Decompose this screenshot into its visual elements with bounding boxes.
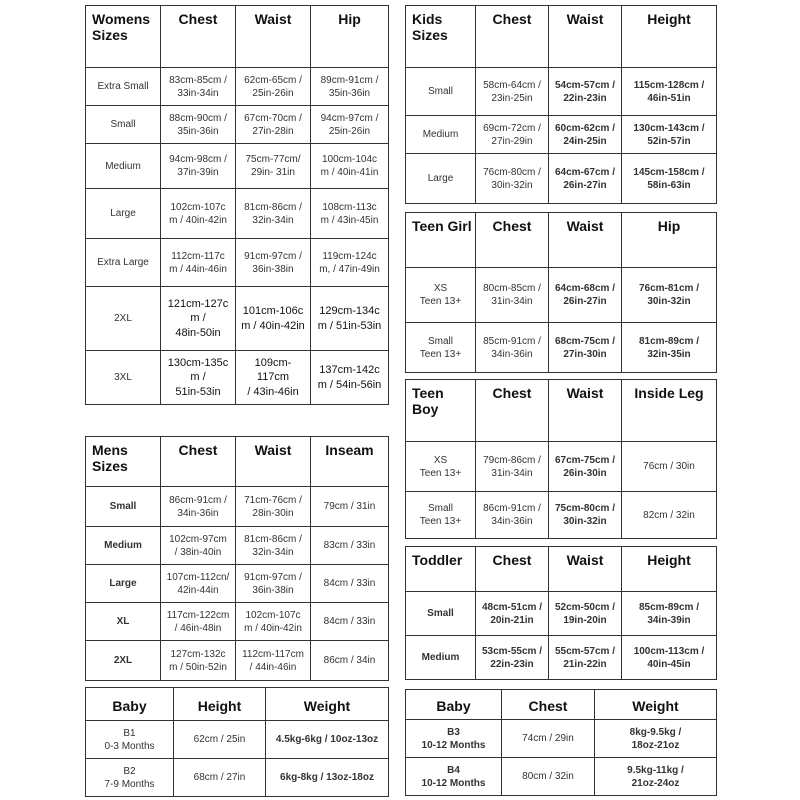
measurement-cell: 130cm-135c m / 51in-53in [161, 351, 236, 405]
measurement-cell: 137cm-142c m / 54in-56in [311, 351, 389, 405]
measurement-cell: 86cm / 34in [311, 641, 389, 681]
size-label-cell: Small [86, 487, 161, 527]
measurement-cell: 84cm / 33in [311, 603, 389, 641]
measurement-cell: 54cm-57cm / 22in-23in [549, 68, 622, 116]
table-row [86, 106, 389, 144]
measurement-cell: 60cm-62cm / 24in-25in [549, 116, 622, 154]
measurement-cell: 109cm-117cm / 43in-46in [236, 351, 311, 405]
header-cell: Hip [311, 6, 389, 68]
measurement-cell: 79cm-86cm / 31in-34in [476, 442, 549, 492]
measurement-cell: 86cm-91cm / 34in-36in [161, 487, 236, 527]
header-cell: Chest [476, 380, 549, 442]
measurement-cell: 76cm / 30in [622, 442, 717, 492]
measurement-cell: 89cm-91cm / 35in-36in [311, 68, 389, 106]
teen-girl-size-table [405, 212, 717, 373]
header-cell: Inside Leg [622, 380, 717, 442]
header-cell: Teen Girl [406, 213, 476, 268]
measurement-cell: 85cm-89cm / 34in-39in [622, 592, 717, 636]
measurement-cell: 85cm-91cm / 34in-36in [476, 323, 549, 373]
header-cell: Womens Sizes [86, 6, 161, 68]
measurement-cell: 4.5kg-6kg / 10oz-13oz [266, 721, 389, 759]
table-row [406, 268, 717, 323]
measurement-cell: 81cm-86cm / 32in-34in [236, 189, 311, 239]
kids-size-table [405, 5, 717, 204]
measurement-cell: 80cm / 32in [502, 758, 595, 796]
size-label-cell: XL [86, 603, 161, 641]
size-label-cell: Medium [86, 144, 161, 189]
header-cell: Waist [549, 380, 622, 442]
measurement-cell: 75cm-77cm/ 29in- 31in [236, 144, 311, 189]
header-cell: Inseam [311, 437, 389, 487]
womens-size-table [85, 5, 389, 405]
table-row [406, 323, 717, 373]
measurement-cell: 76cm-81cm / 30in-32in [622, 268, 717, 323]
measurement-cell: 117cm-122cm / 46in-48in [161, 603, 236, 641]
header-cell: Teen Boy [406, 380, 476, 442]
size-label-cell: XS Teen 13+ [406, 268, 476, 323]
measurement-cell: 64cm-68cm / 26in-27in [549, 268, 622, 323]
measurement-cell: 64cm-67cm / 26in-27in [549, 154, 622, 204]
measurement-cell: 94cm-97cm / 25in-26in [311, 106, 389, 144]
header-cell: Chest [476, 213, 549, 268]
measurement-cell: 127cm-132c m / 50in-52in [161, 641, 236, 681]
table-row [86, 487, 389, 527]
mens-size-table [85, 436, 389, 681]
size-label-cell: B1 0-3 Months [86, 721, 174, 759]
size-label-cell: Small Teen 13+ [406, 492, 476, 539]
measurement-cell: 6kg-8kg / 13oz-18oz [266, 759, 389, 797]
header-cell: Waist [236, 6, 311, 68]
table-row [86, 351, 389, 405]
table-row [406, 116, 717, 154]
measurement-cell: 53cm-55cm / 22in-23in [476, 636, 549, 680]
measurement-cell: 100cm-113cm / 40in-45in [622, 636, 717, 680]
measurement-cell: 81cm-89cm / 32in-35in [622, 323, 717, 373]
table-row [86, 527, 389, 565]
baby-size-table-right [405, 689, 717, 796]
header-cell: Toddler [406, 547, 476, 592]
baby-size-table-left [85, 687, 389, 797]
measurement-cell: 86cm-91cm / 34in-36in [476, 492, 549, 539]
measurement-cell: 76cm-80cm / 30in-32in [476, 154, 549, 204]
table-row [86, 239, 389, 287]
measurement-cell: 82cm / 32in [622, 492, 717, 539]
measurement-cell: 48cm-51cm / 20in-21in [476, 592, 549, 636]
measurement-cell: 91cm-97cm / 36in-38in [236, 565, 311, 603]
size-label-cell: Large [406, 154, 476, 204]
measurement-cell: 102cm-97cm / 38in-40in [161, 527, 236, 565]
header-cell: Kids Sizes [406, 6, 476, 68]
measurement-cell: 67cm-75cm / 26in-30in [549, 442, 622, 492]
measurement-cell: 112cm-117c m / 44in-46in [161, 239, 236, 287]
size-label-cell: B4 10-12 Months [406, 758, 502, 796]
measurement-cell: 74cm / 29in [502, 720, 595, 758]
measurement-cell: 58cm-64cm / 23in-25in [476, 68, 549, 116]
header-cell: Weight [595, 690, 717, 720]
header-cell: Baby [406, 690, 502, 720]
size-label-cell: B2 7-9 Months [86, 759, 174, 797]
size-label-cell: 2XL [86, 641, 161, 681]
measurement-cell: 145cm-158cm / 58in-63in [622, 154, 717, 204]
measurement-cell: 55cm-57cm / 21in-22in [549, 636, 622, 680]
measurement-cell: 81cm-86cm / 32in-34in [236, 527, 311, 565]
header-cell: Chest [161, 6, 236, 68]
size-label-cell: Extra Small [86, 68, 161, 106]
size-label-cell: Large [86, 565, 161, 603]
teen-boy-size-table [405, 379, 717, 539]
measurement-cell: 83cm-85cm / 33in-34in [161, 68, 236, 106]
table-row [86, 565, 389, 603]
table-row [406, 154, 717, 204]
measurement-cell: 107cm-112cn/ 42in-44in [161, 565, 236, 603]
header-cell: Chest [161, 437, 236, 487]
table-row [86, 189, 389, 239]
size-label-cell: Large [86, 189, 161, 239]
table-row [406, 492, 717, 539]
measurement-cell: 88cm-90cm / 35in-36in [161, 106, 236, 144]
measurement-cell: 68cm / 27in [174, 759, 266, 797]
measurement-cell: 71cm-76cm / 28in-30in [236, 487, 311, 527]
size-label-cell: 3XL [86, 351, 161, 405]
table-row [406, 442, 717, 492]
measurement-cell: 102cm-107c m / 40in-42in [161, 189, 236, 239]
header-cell: Height [174, 688, 266, 721]
table-row [86, 144, 389, 189]
measurement-cell: 79cm / 31in [311, 487, 389, 527]
header-cell: Chest [476, 547, 549, 592]
header-cell: Mens Sizes [86, 437, 161, 487]
size-label-cell: Medium [406, 116, 476, 154]
table-row [86, 721, 389, 759]
measurement-cell: 84cm / 33in [311, 565, 389, 603]
measurement-cell: 119cm-124c m, / 47in-49in [311, 239, 389, 287]
measurement-cell: 121cm-127c m / 48in-50in [161, 287, 236, 351]
table-row [406, 636, 717, 680]
measurement-cell: 69cm-72cm / 27in-29in [476, 116, 549, 154]
size-label-cell: Small [406, 592, 476, 636]
measurement-cell: 8kg-9.5kg / 18oz-21oz [595, 720, 717, 758]
measurement-cell: 62cm / 25in [174, 721, 266, 759]
header-cell: Waist [549, 6, 622, 68]
header-cell: Baby [86, 688, 174, 721]
header-cell: Weight [266, 688, 389, 721]
table-row [406, 592, 717, 636]
measurement-cell: 52cm-50cm / 19in-20in [549, 592, 622, 636]
header-cell: Chest [502, 690, 595, 720]
measurement-cell: 101cm-106c m / 40in-42in [236, 287, 311, 351]
measurement-cell: 100cm-104c m / 40in-41in [311, 144, 389, 189]
measurement-cell: 83cm / 33in [311, 527, 389, 565]
table-row [86, 287, 389, 351]
measurement-cell: 130cm-143cm / 52in-57in [622, 116, 717, 154]
table-row [406, 758, 717, 796]
measurement-cell: 62cm-65cm / 25in-26in [236, 68, 311, 106]
measurement-cell: 94cm-98cm / 37in-39in [161, 144, 236, 189]
measurement-cell: 75cm-80cm / 30in-32in [549, 492, 622, 539]
table-row [406, 68, 717, 116]
size-label-cell: Extra Large [86, 239, 161, 287]
toddler-size-table [405, 546, 717, 680]
header-cell: Hip [622, 213, 717, 268]
size-label-cell: B3 10-12 Months [406, 720, 502, 758]
size-label-cell: Small [406, 68, 476, 116]
size-label-cell: XS Teen 13+ [406, 442, 476, 492]
measurement-cell: 102cm-107c m / 40in-42in [236, 603, 311, 641]
measurement-cell: 108cm-113c m / 43in-45in [311, 189, 389, 239]
header-cell: Height [622, 6, 717, 68]
measurement-cell: 68cm-75cm / 27in-30in [549, 323, 622, 373]
measurement-cell: 112cm-117cm / 44in-46in [236, 641, 311, 681]
header-cell: Height [622, 547, 717, 592]
size-label-cell: Medium [406, 636, 476, 680]
header-cell: Waist [236, 437, 311, 487]
table-row [86, 641, 389, 681]
table-row [406, 720, 717, 758]
header-cell: Waist [549, 547, 622, 592]
table-row [86, 759, 389, 797]
size-label-cell: Medium [86, 527, 161, 565]
table-row [86, 68, 389, 106]
size-label-cell: Small [86, 106, 161, 144]
size-label-cell: Small Teen 13+ [406, 323, 476, 373]
header-cell: Waist [549, 213, 622, 268]
measurement-cell: 67cm-70cm / 27in-28in [236, 106, 311, 144]
measurement-cell: 115cm-128cm / 46in-51in [622, 68, 717, 116]
header-cell: Chest [476, 6, 549, 68]
measurement-cell: 91cm-97cm / 36in-38in [236, 239, 311, 287]
table-row [86, 603, 389, 641]
measurement-cell: 129cm-134c m / 51in-53in [311, 287, 389, 351]
measurement-cell: 9.5kg-11kg / 21oz-24oz [595, 758, 717, 796]
measurement-cell: 80cm-85cm / 31in-34in [476, 268, 549, 323]
size-label-cell: 2XL [86, 287, 161, 351]
